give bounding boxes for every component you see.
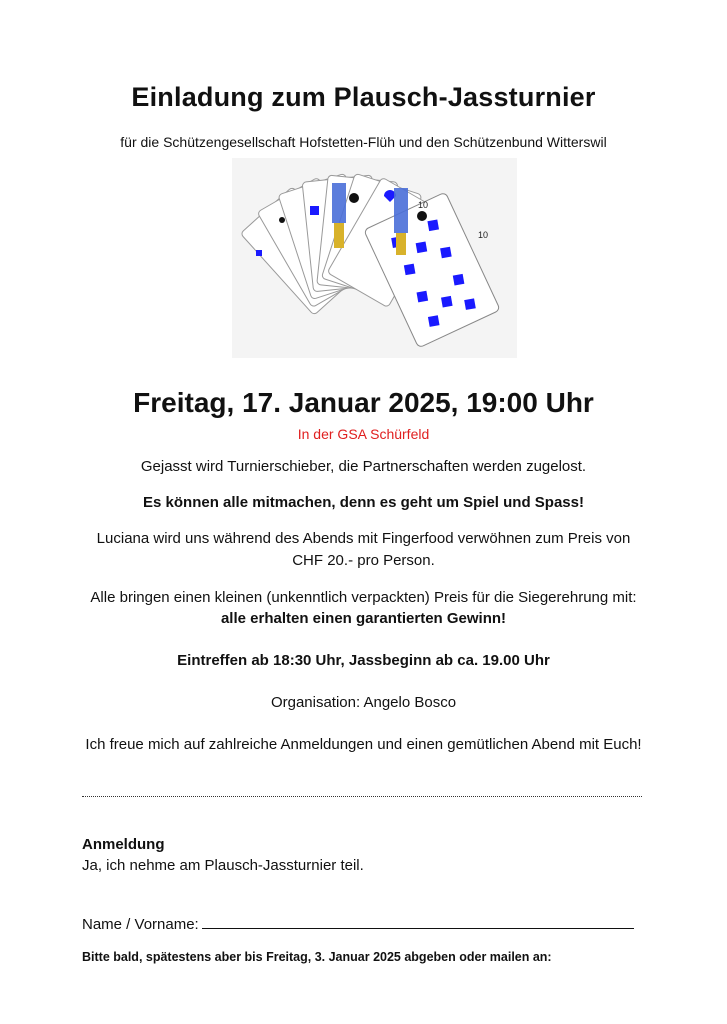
form-deadline: Bitte bald, spätestens aber bis Freitag, 3. Januar 2025 abgeben oder mailen an: xyxy=(82,950,552,964)
body-line-3a: Luciana wird uns während des Abends mit Fingerfood verwöhnen zum Preis von xyxy=(96,530,631,547)
body-line-1: Gejasst wird Turnierschieber, die Partnerschaften werden zugelost. xyxy=(140,458,587,475)
form-confirm: Ja, ich nehme am Plausch-Jassturnier teil. xyxy=(82,857,364,874)
card-label: 10 xyxy=(418,200,429,210)
event-date: Freitag, 17. Januar 2025, 19:00 Uhr xyxy=(133,387,594,418)
body-line-2: Es können alle mitmachen, denn es geht um Spiel und Spass! xyxy=(143,494,584,511)
page-title: Einladung zum Plausch-Jassturnier xyxy=(131,82,596,112)
form-heading: Anmeldung xyxy=(82,836,165,853)
name-field[interactable] xyxy=(202,914,634,929)
body-line-5: Eintreffen ab 18:30 Uhr, Jassbeginn ab ca. 19.00 Uhr xyxy=(177,652,550,669)
body-line-4b: alle erhalten einen garantierten Gewinn! xyxy=(220,610,507,627)
name-row xyxy=(82,914,634,933)
title-block xyxy=(0,82,727,113)
body-line-4a: Alle bringen einen kleinen (unkenntlich verpackten) Preis für die Siegerehrung mit: xyxy=(90,589,637,606)
name-label: Name / Vorname: xyxy=(82,916,199,933)
body-line-6: Organisation: Angelo Bosco xyxy=(270,694,457,711)
subtitle: für die Schützengesellschaft Hofstetten-Flüh und den Schützenbund Witterswil xyxy=(120,134,607,150)
event-location: In der GSA Schürfeld xyxy=(297,426,430,442)
body-line-7: Ich freue mich auf zahlreiche Anmeldungen und einen gemütlichen Abend mit Euch! xyxy=(85,736,642,753)
playing-cards-icon xyxy=(232,158,517,358)
card-label: 10 xyxy=(478,230,489,240)
separator-dotted xyxy=(82,792,642,797)
body-line-3b: CHF 20.- pro Person. xyxy=(292,552,435,569)
